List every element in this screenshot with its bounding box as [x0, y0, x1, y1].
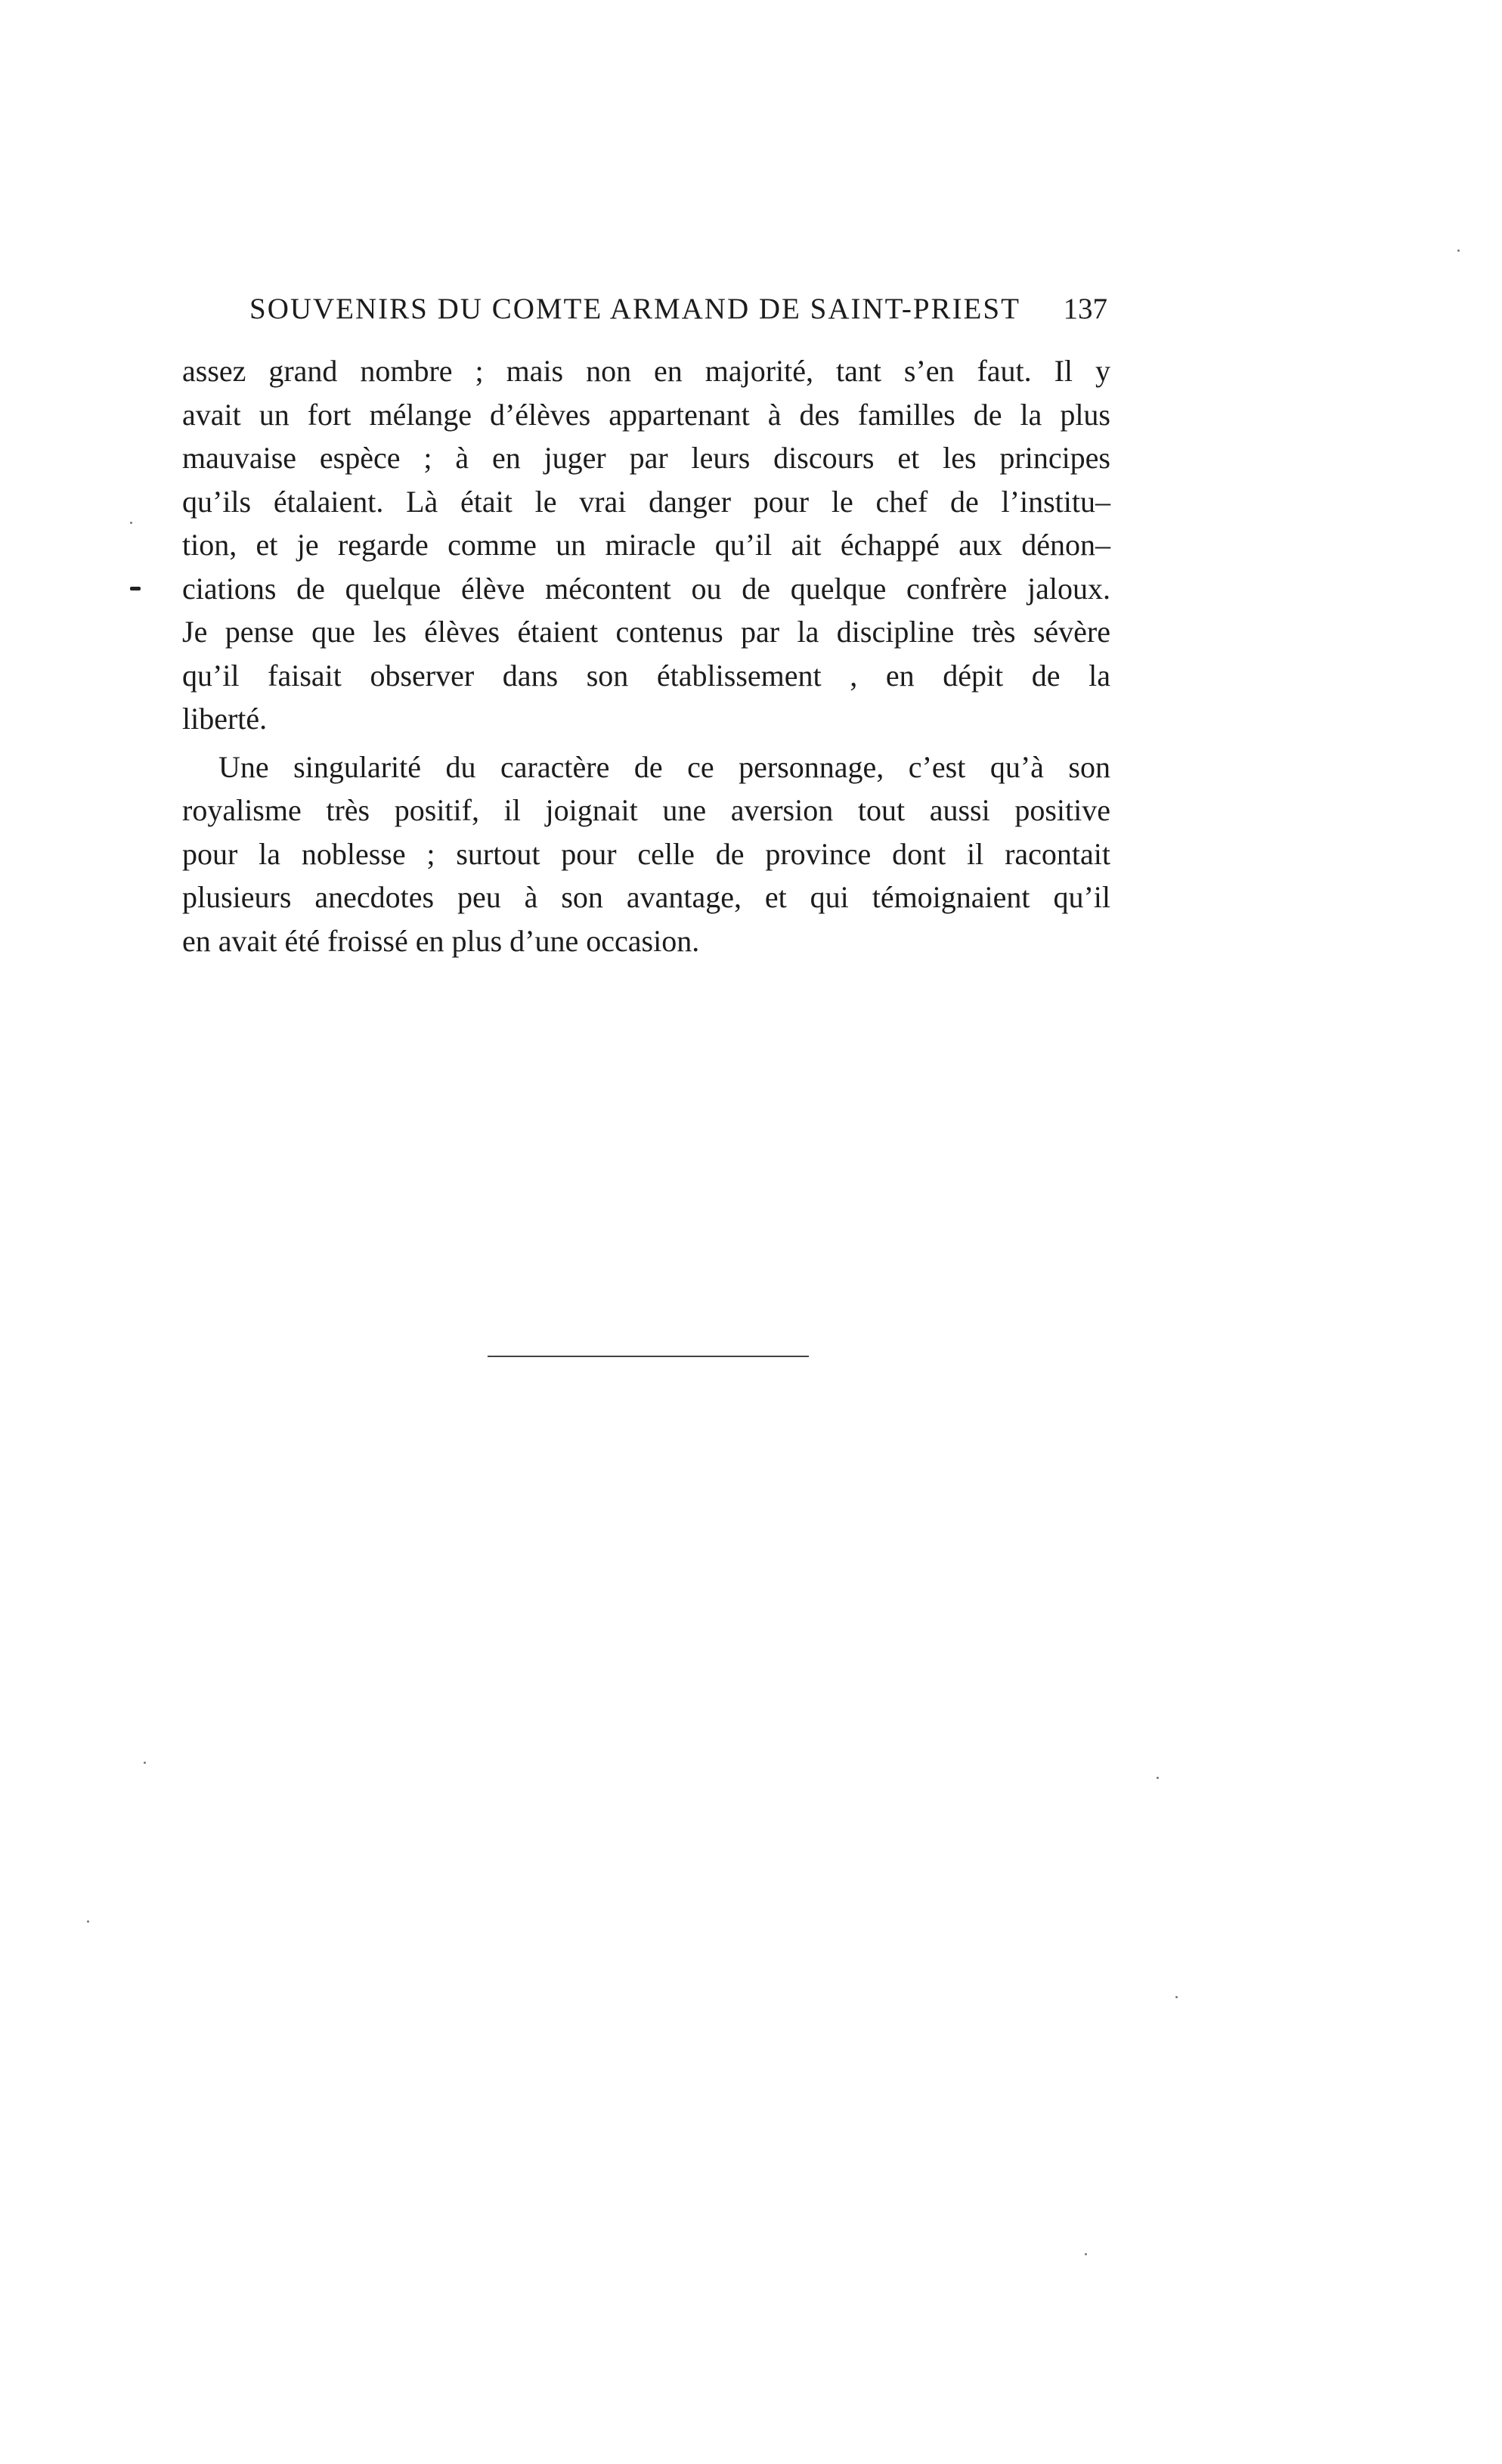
paragraph	[182, 349, 1110, 741]
text-line: qu’il faisait observer dans son établissement , en dépit de la	[182, 658, 1110, 693]
paper-speck	[1457, 249, 1460, 252]
text-line: ciations de quelque élève mécontent ou de quelque confrère jaloux.	[182, 571, 1110, 606]
text-line: mauvaise espèce ; à en juger par leurs discours et les principes	[182, 441, 1110, 475]
paper-speck	[1085, 2253, 1087, 2255]
text-line: liberté.	[182, 702, 268, 736]
text-line: Je pense que les élèves étaient contenus par la discipline très sévère	[182, 615, 1110, 649]
text-line: royalisme très positif, il joignait une aversion tout aussi positive	[182, 793, 1110, 827]
text-line: en avait été froissé en plus d’une occasion.	[182, 923, 700, 958]
text-line: assez grand nombre ; mais non en majorité, tant s’en faut. Il y	[182, 354, 1110, 388]
paper-speck	[1157, 1777, 1159, 1779]
paper-speck	[144, 1762, 146, 1764]
text-line: tion, et je regarde comme un miracle qu’il ait échappé aux dénon–	[182, 528, 1110, 562]
text-line: plusieurs anecdotes peu à son avantage, et qui témoignaient qu’il	[182, 880, 1110, 914]
paragraph	[182, 745, 1110, 963]
text-line: avait un fort mélange d’élèves appartenant à des familles de la plus	[182, 397, 1110, 432]
running-head-title: SOUVENIRS DU COMTE ARMAND DE SAINT-PRIEST	[249, 293, 1020, 325]
text-line: Une singularité du caractère de ce personnage, c’est qu’à son	[218, 749, 1110, 784]
section-end-rule	[488, 1356, 809, 1357]
page-number: 137	[1063, 293, 1107, 325]
paper-speck	[87, 1920, 89, 1923]
paper-speck	[1175, 1996, 1178, 1998]
text-line: qu’ils étalaient. Là était le vrai danger pour le chef de l’institu–	[182, 484, 1110, 519]
margin-dash-mark	[130, 587, 141, 590]
running-head	[249, 292, 1107, 337]
text-line: pour la noblesse ; surtout pour celle de province dont il racontait	[182, 836, 1110, 871]
paper-speck	[130, 522, 132, 524]
body-text	[182, 349, 1110, 962]
